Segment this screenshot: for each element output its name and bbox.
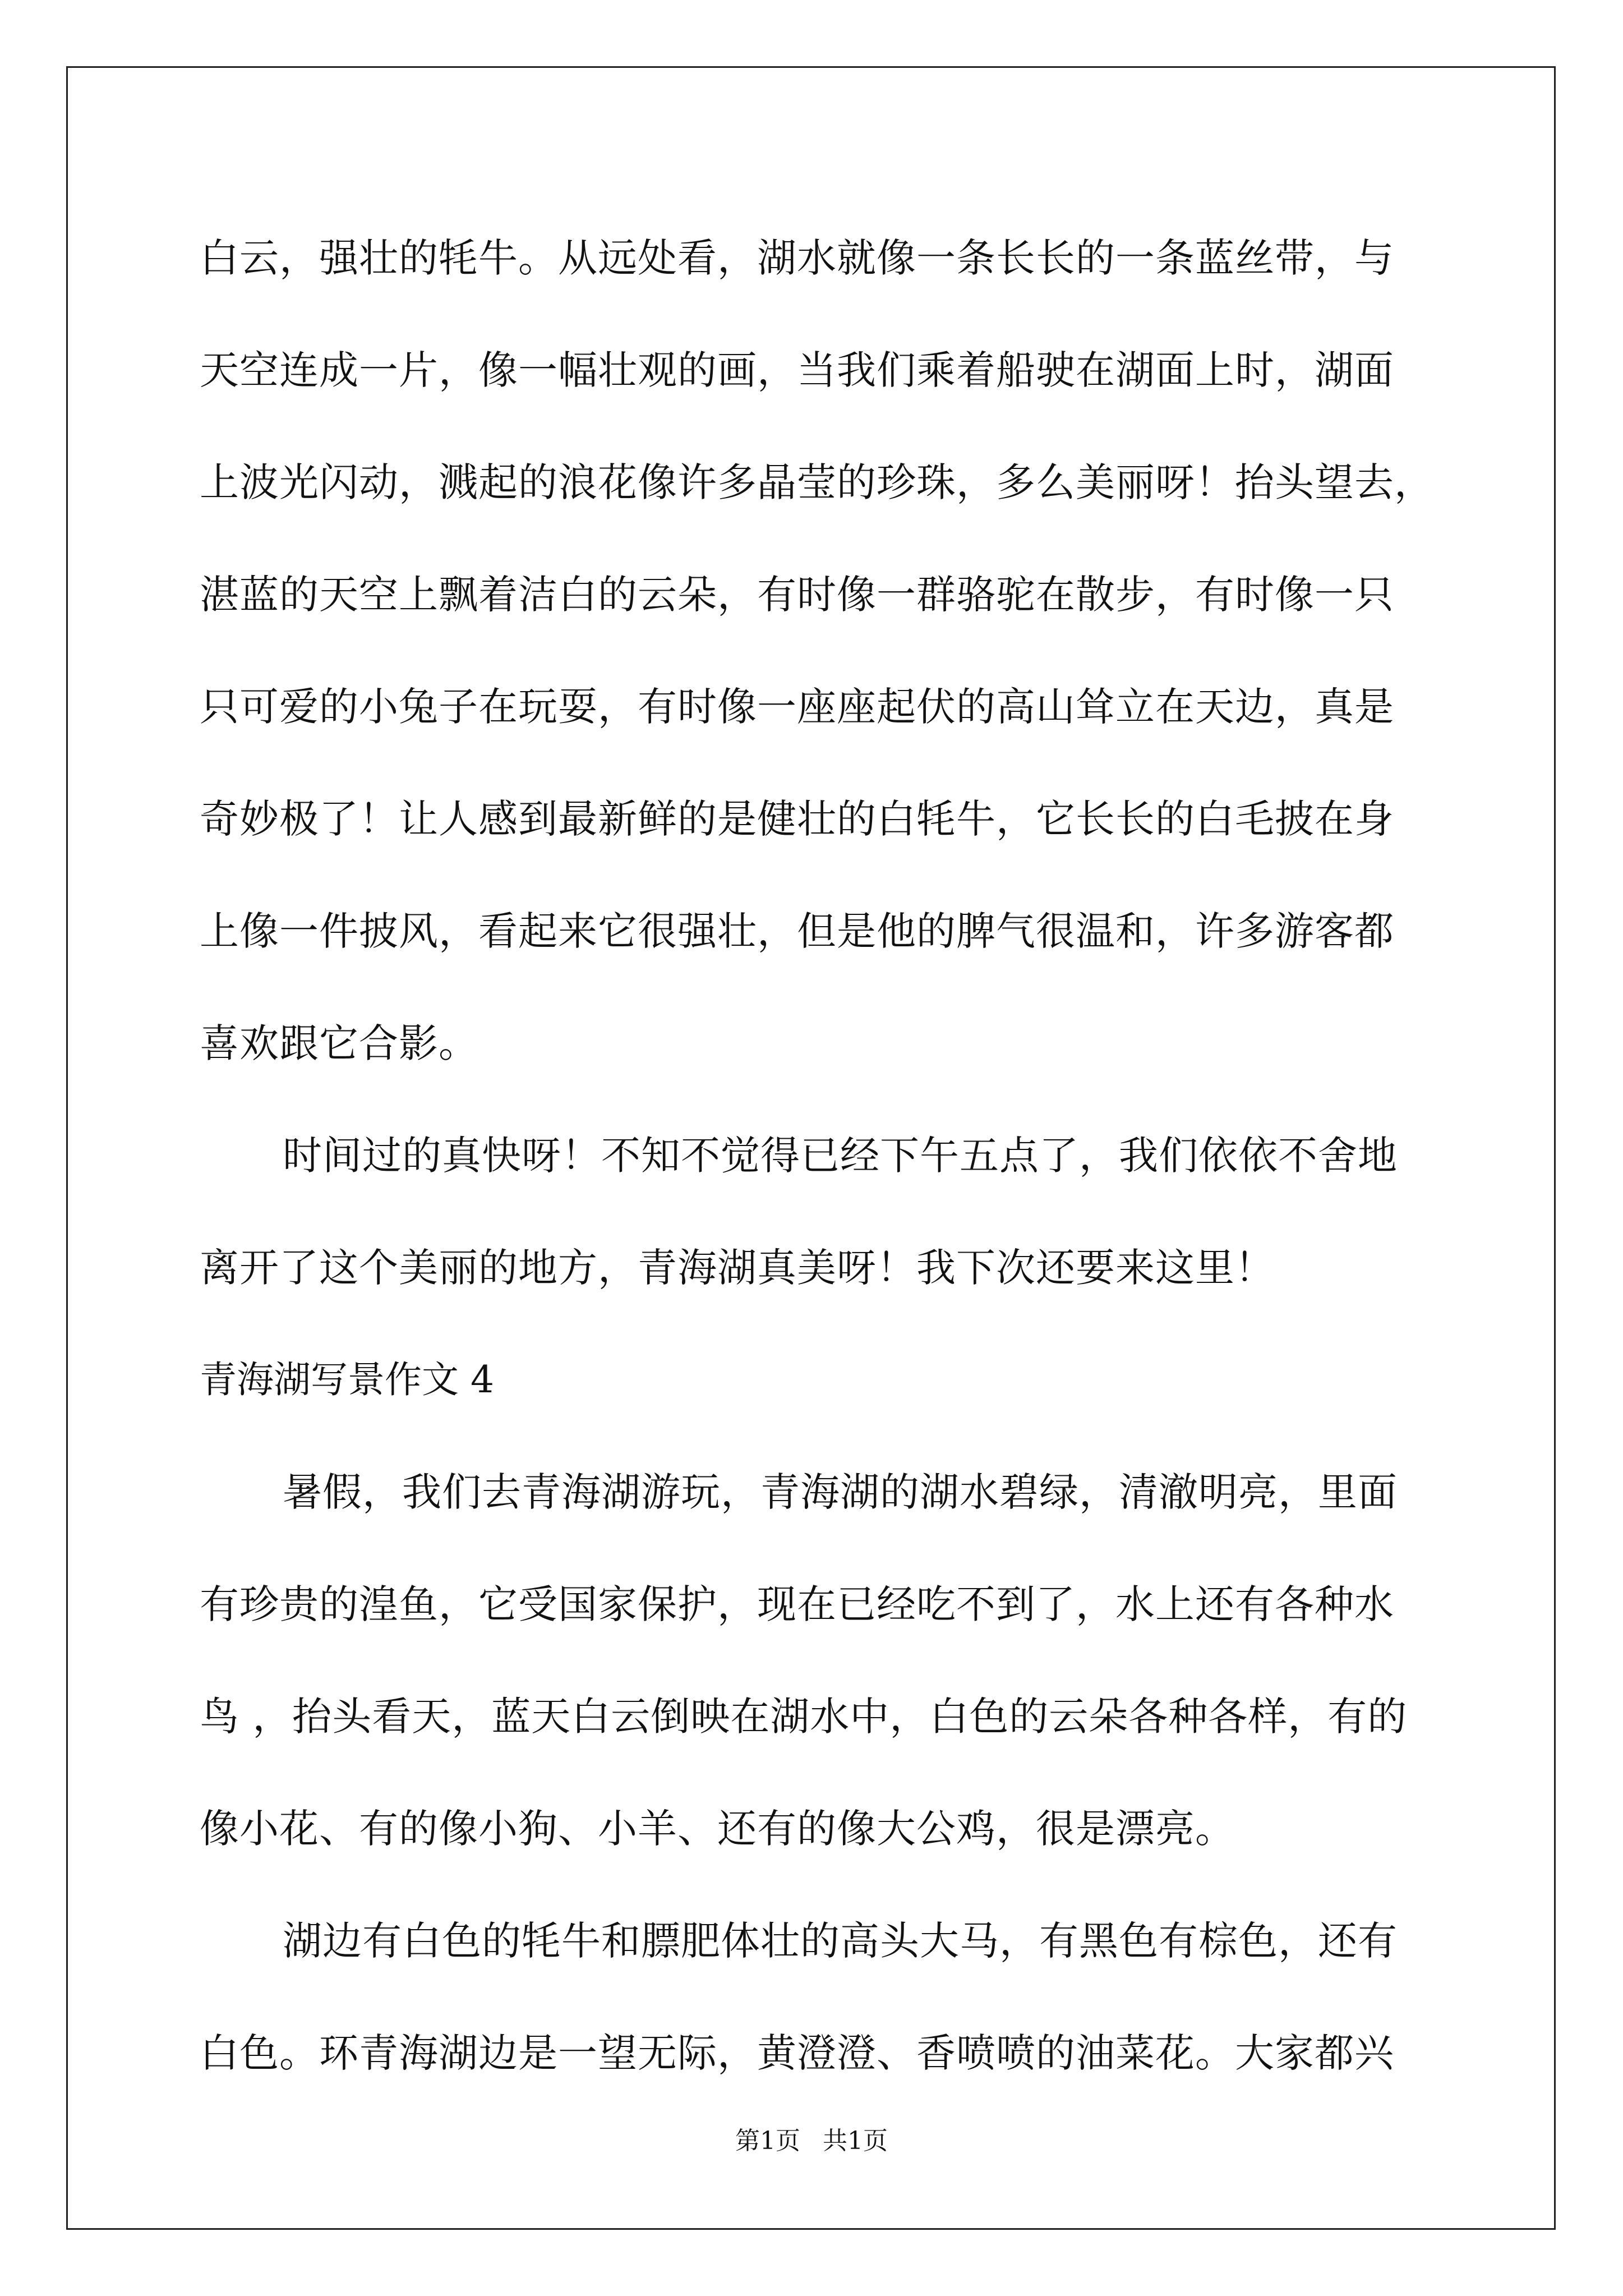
text-line: 只可爱的小兔子在玩耍，有时像一座座起伏的高山耸立在天边，真是 xyxy=(200,684,1394,730)
text-line: 湛蓝的天空上飘着洁白的云朵，有时像一群骆驼在散步，有时像一只 xyxy=(200,572,1394,618)
text-line: 鸟 ，抬头看天，蓝天白云倒映在湖水中，白色的云朵各种各样，有的 xyxy=(200,1694,1408,1740)
text-line: 像小花、有的像小狗、小羊、还有的像大公鸡，很是漂亮。 xyxy=(200,1806,1235,1852)
paragraph-1 xyxy=(200,202,1433,1099)
text-line: 暑假，我们去青海湖游玩，青海湖的湖水碧绿，清澈明亮，里面 xyxy=(283,1469,1398,1515)
text-line: 天空连成一片，像一幅壮观的画，当我们乘着船驶在湖面上时，湖面 xyxy=(200,347,1394,393)
text-line: 白色。环青海湖边是一望无际，黄澄澄、香喷喷的油菜花。大家都兴 xyxy=(200,2030,1394,2076)
paragraph-2 xyxy=(200,1099,1433,1324)
page-number: 第1页 xyxy=(735,2127,800,2155)
text-line: 白云，强壮的牦牛。从远处看，湖水就像一条长长的一条蓝丝带，与 xyxy=(200,235,1394,281)
paragraph-4 xyxy=(200,1885,1433,2109)
text-line: 奇妙极了！让人感到最新鲜的是健壮的白牦牛，它长长的白毛披在身 xyxy=(200,796,1394,842)
page-footer xyxy=(0,2120,1623,2156)
page-total: 共1页 xyxy=(823,2127,888,2155)
text-line: 离开了这个美丽的地方，青海湖真美呀！我下次还要来这里！ xyxy=(200,1245,1275,1291)
text-line: 上波光闪动，溅起的浪花像许多晶莹的珍珠，多么美丽呀！抬头望去， xyxy=(200,459,1434,505)
text-line: 湖边有白色的牦牛和膘肥体壮的高头大马，有黑色有棕色，还有 xyxy=(283,1918,1398,1964)
text-line: 有珍贵的湟鱼，它受国家保护，现在已经吃不到了，水上还有各种水 xyxy=(200,1581,1394,1627)
text-line: 时间过的真快呀！不知不觉得已经下午五点了，我们依依不舍地 xyxy=(283,1133,1398,1179)
paragraph-3 xyxy=(200,1436,1433,1885)
text-line: 喜欢跟它合影。 xyxy=(200,1020,478,1066)
text-line: 上像一件披风，看起来它很强壮，但是他的脾气很温和，许多游客都 xyxy=(200,908,1394,954)
section-heading: 青海湖写景作文 4 xyxy=(200,1358,494,1401)
document-body xyxy=(200,202,1433,2109)
